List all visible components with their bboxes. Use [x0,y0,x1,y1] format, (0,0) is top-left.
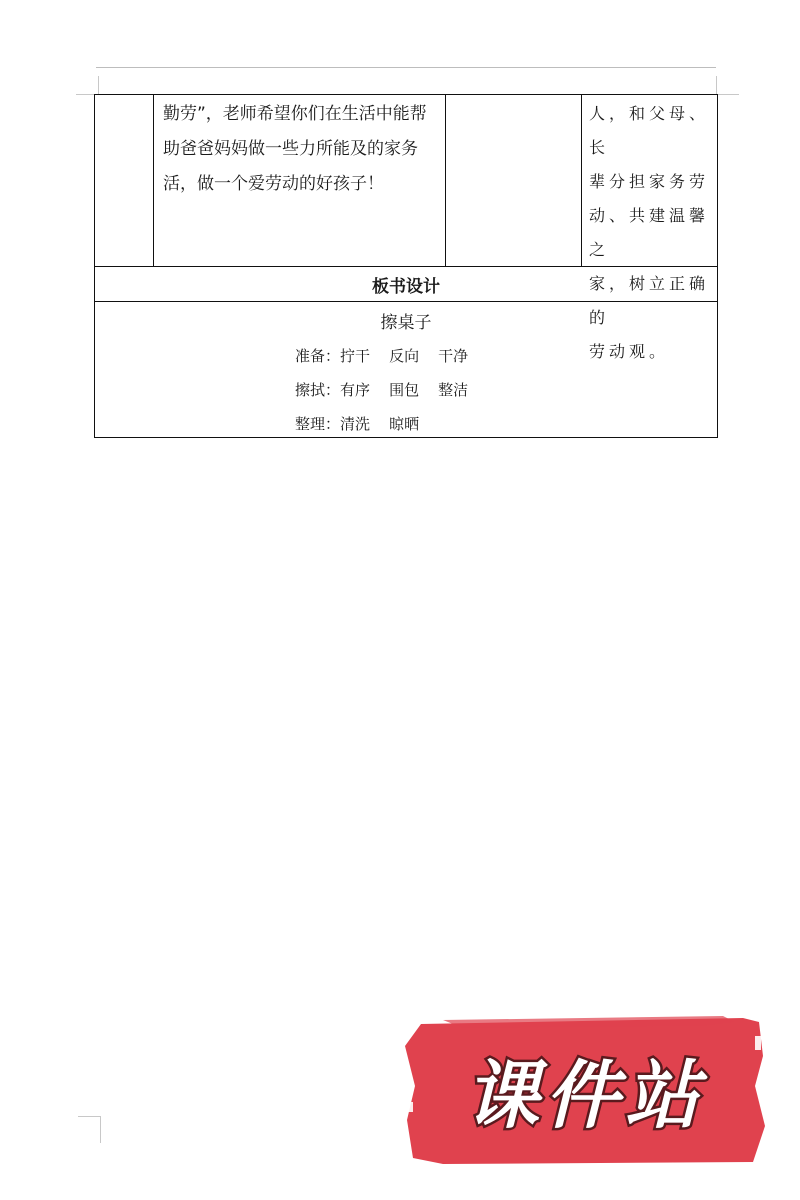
page-corner-bottom-left [78,1116,101,1143]
board-line-prepare: 准备：拧干 反向 干净 [295,347,469,365]
watermark-logo [403,1016,767,1166]
watermark-brush-gap-2 [405,1102,413,1112]
activity-line-2: 助爸爸妈妈做一些力所能及的家务 [163,139,418,159]
goal-line-4: 家，树立正确的 [589,274,710,327]
watermark-text: 课件站 [465,1053,705,1139]
goal-line-2: 辈分担家务劳 [589,172,710,191]
board-design-body [95,302,717,438]
column-divider-2 [445,95,446,266]
page-corner-top-left [76,76,99,95]
goal-line-1: 人，和父母、长 [589,104,710,157]
board-line-tidy: 整理：清洗 晾晒 [295,415,420,433]
page-corner-top-right [716,76,739,95]
column-divider-3 [581,95,582,266]
lesson-table [94,94,718,438]
goal-line-5: 劳动观。 [589,342,670,361]
page-top-rule [96,67,716,68]
watermark-brush-gap [755,1036,761,1050]
goal-line-3: 动、共建温馨之 [589,206,710,259]
activity-line-1: 勤劳”，老师希望你们在生活中能帮 [163,104,427,124]
column-divider-1 [153,95,154,266]
activity-line-3: 活，做一个爱劳动的好孩子！ [163,174,384,194]
board-line-wipe: 擦拭：有序 围包 整洁 [295,381,469,399]
board-title: 擦桌子 [380,313,432,333]
activity-cell [163,97,443,202]
board-design-heading: 板书设计 [95,267,717,302]
